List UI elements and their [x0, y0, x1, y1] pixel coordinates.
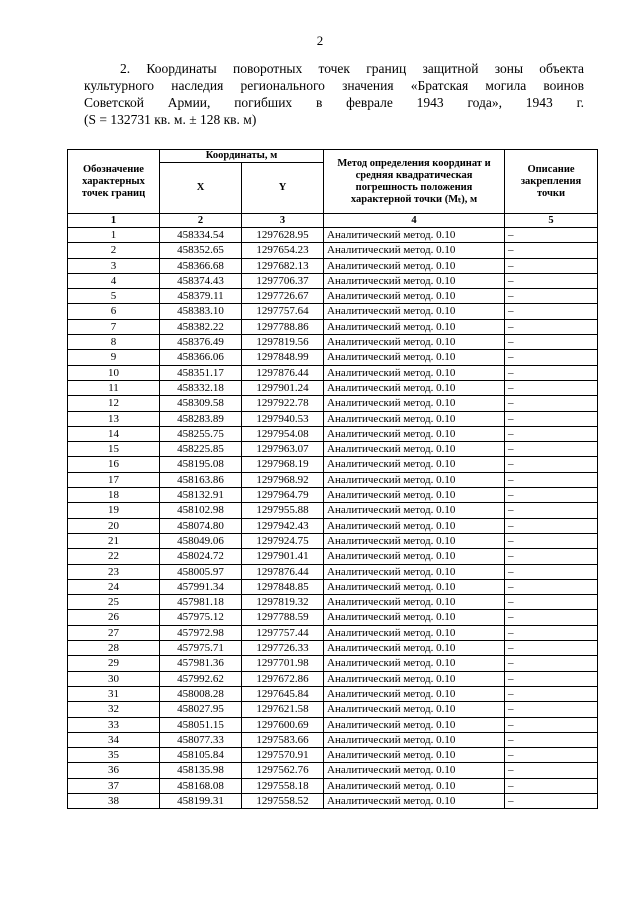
x-coordinate: 458027.95: [160, 702, 242, 717]
description-cell: –: [505, 488, 598, 503]
table-row: [68, 671, 598, 686]
table-row: [68, 319, 598, 334]
table-row: [68, 625, 598, 640]
method-cell: Аналитический метод. 0.10: [324, 243, 505, 258]
x-coordinate: 458163.86: [160, 472, 242, 487]
description-cell: –: [505, 319, 598, 334]
heading-line-2: культурного наследия регионального значения «Братская могила воинов: [84, 78, 584, 93]
description-cell: –: [505, 717, 598, 732]
description-cell: –: [505, 273, 598, 288]
table-row: [68, 365, 598, 380]
method-cell: Аналитический метод. 0.10: [324, 488, 505, 503]
method-cell: Аналитический метод. 0.10: [324, 641, 505, 656]
table-row: [68, 335, 598, 350]
y-coordinate: 1297600.69: [242, 717, 324, 732]
point-number: 30: [68, 671, 160, 686]
description-cell: –: [505, 304, 598, 319]
y-coordinate: 1297570.91: [242, 748, 324, 763]
y-coordinate: 1297757.64: [242, 304, 324, 319]
y-coordinate: 1297621.58: [242, 702, 324, 717]
description-cell: –: [505, 549, 598, 564]
method-cell: Аналитический метод. 0.10: [324, 396, 505, 411]
y-coordinate: 1297922.78: [242, 396, 324, 411]
method-cell: Аналитический метод. 0.10: [324, 549, 505, 564]
x-coordinate: 458374.43: [160, 273, 242, 288]
header-point: Обозначение характерных точек границ: [68, 150, 160, 214]
point-number: 27: [68, 625, 160, 640]
x-coordinate: 458255.75: [160, 426, 242, 441]
heading-line-3: Советской Армии, погибших в феврале 1943 года», 1943 г.: [84, 95, 584, 110]
description-cell: –: [505, 564, 598, 579]
method-cell: Аналитический метод. 0.10: [324, 686, 505, 701]
method-cell: Аналитический метод. 0.10: [324, 702, 505, 717]
description-cell: –: [505, 289, 598, 304]
method-cell: Аналитический метод. 0.10: [324, 625, 505, 640]
column-index: 2: [160, 214, 242, 228]
table-row: [68, 273, 598, 288]
method-cell: Аналитический метод. 0.10: [324, 365, 505, 380]
description-cell: –: [505, 243, 598, 258]
y-coordinate: 1297954.08: [242, 426, 324, 441]
y-coordinate: 1297654.23: [242, 243, 324, 258]
description-cell: –: [505, 778, 598, 793]
description-cell: –: [505, 365, 598, 380]
method-cell: Аналитический метод. 0.10: [324, 411, 505, 426]
y-coordinate: 1297583.66: [242, 732, 324, 747]
method-cell: Аналитический метод. 0.10: [324, 533, 505, 548]
y-coordinate: 1297901.41: [242, 549, 324, 564]
description-cell: –: [505, 380, 598, 395]
x-coordinate: 458105.84: [160, 748, 242, 763]
y-coordinate: 1297757.44: [242, 625, 324, 640]
method-cell: Аналитический метод. 0.10: [324, 778, 505, 793]
header-method: Метод определения координат и средняя квадратическая погрешность положения характерной точки (Mₜ), м: [324, 150, 505, 214]
header-y: Y: [242, 163, 324, 214]
point-number: 18: [68, 488, 160, 503]
y-coordinate: 1297701.98: [242, 656, 324, 671]
method-cell: Аналитический метод. 0.10: [324, 763, 505, 778]
x-coordinate: 457992.62: [160, 671, 242, 686]
point-number: 5: [68, 289, 160, 304]
description-cell: –: [505, 472, 598, 487]
method-cell: Аналитический метод. 0.10: [324, 289, 505, 304]
table-row: [68, 426, 598, 441]
table-row: [68, 732, 598, 747]
y-coordinate: 1297682.13: [242, 258, 324, 273]
description-cell: –: [505, 533, 598, 548]
y-coordinate: 1297940.53: [242, 411, 324, 426]
description-cell: –: [505, 503, 598, 518]
description-cell: –: [505, 702, 598, 717]
method-cell: Аналитический метод. 0.10: [324, 564, 505, 579]
x-coordinate: 458379.11: [160, 289, 242, 304]
method-cell: Аналитический метод. 0.10: [324, 656, 505, 671]
header-description: Описание закрепления точки: [505, 150, 598, 214]
y-coordinate: 1297726.67: [242, 289, 324, 304]
point-number: 12: [68, 396, 160, 411]
method-cell: Аналитический метод. 0.10: [324, 793, 505, 808]
description-cell: –: [505, 350, 598, 365]
point-number: 11: [68, 380, 160, 395]
point-number: 35: [68, 748, 160, 763]
x-coordinate: 457975.12: [160, 610, 242, 625]
description-cell: –: [505, 457, 598, 472]
x-coordinate: 457981.18: [160, 595, 242, 610]
point-number: 24: [68, 579, 160, 594]
coordinates-table: [67, 149, 598, 809]
x-coordinate: 458168.08: [160, 778, 242, 793]
method-cell: Аналитический метод. 0.10: [324, 319, 505, 334]
point-number: 1: [68, 228, 160, 243]
x-coordinate: 458283.89: [160, 411, 242, 426]
x-coordinate: 457972.98: [160, 625, 242, 640]
table-row: [68, 778, 598, 793]
table-row: [68, 518, 598, 533]
method-cell: Аналитический метод. 0.10: [324, 472, 505, 487]
method-cell: Аналитический метод. 0.10: [324, 228, 505, 243]
x-coordinate: 458376.49: [160, 335, 242, 350]
method-cell: Аналитический метод. 0.10: [324, 671, 505, 686]
point-number: 21: [68, 533, 160, 548]
x-coordinate: 457975.71: [160, 641, 242, 656]
x-coordinate: 458195.08: [160, 457, 242, 472]
table-row: [68, 472, 598, 487]
x-coordinate: 458135.98: [160, 763, 242, 778]
table-row: [68, 411, 598, 426]
method-cell: Аналитический метод. 0.10: [324, 610, 505, 625]
point-number: 36: [68, 763, 160, 778]
point-number: 13: [68, 411, 160, 426]
description-cell: –: [505, 579, 598, 594]
point-number: 10: [68, 365, 160, 380]
method-cell: Аналитический метод. 0.10: [324, 380, 505, 395]
heading-line-4: (S = 132731 кв. м. ± 128 кв. м): [84, 112, 257, 127]
y-coordinate: 1297726.33: [242, 641, 324, 656]
point-number: 31: [68, 686, 160, 701]
method-cell: Аналитический метод. 0.10: [324, 350, 505, 365]
method-cell: Аналитический метод. 0.10: [324, 457, 505, 472]
y-coordinate: 1297876.44: [242, 365, 324, 380]
table-row: [68, 579, 598, 594]
description-cell: –: [505, 228, 598, 243]
table-row: [68, 289, 598, 304]
table-row: [68, 380, 598, 395]
y-coordinate: 1297968.19: [242, 457, 324, 472]
method-cell: Аналитический метод. 0.10: [324, 595, 505, 610]
method-cell: Аналитический метод. 0.10: [324, 426, 505, 441]
y-coordinate: 1297788.86: [242, 319, 324, 334]
x-coordinate: 458352.65: [160, 243, 242, 258]
x-coordinate: 458077.33: [160, 732, 242, 747]
table-row: [68, 396, 598, 411]
point-number: 8: [68, 335, 160, 350]
y-coordinate: 1297901.24: [242, 380, 324, 395]
point-number: 9: [68, 350, 160, 365]
x-coordinate: 458309.58: [160, 396, 242, 411]
document-heading: [84, 60, 584, 128]
y-coordinate: 1297968.92: [242, 472, 324, 487]
x-coordinate: 458199.31: [160, 793, 242, 808]
header-coordinates: Координаты, м: [160, 150, 324, 163]
table-row: [68, 304, 598, 319]
point-number: 2: [68, 243, 160, 258]
point-number: 14: [68, 426, 160, 441]
method-cell: Аналитический метод. 0.10: [324, 748, 505, 763]
table-row: [68, 595, 598, 610]
point-number: 26: [68, 610, 160, 625]
description-cell: –: [505, 641, 598, 656]
table-row: [68, 258, 598, 273]
point-number: 22: [68, 549, 160, 564]
description-cell: –: [505, 396, 598, 411]
y-coordinate: 1297964.79: [242, 488, 324, 503]
table-row: [68, 228, 598, 243]
table-row: [68, 686, 598, 701]
table-row: [68, 641, 598, 656]
description-cell: –: [505, 625, 598, 640]
point-number: 20: [68, 518, 160, 533]
table-row: [68, 503, 598, 518]
table-row: [68, 442, 598, 457]
table-row: [68, 243, 598, 258]
point-number: 37: [68, 778, 160, 793]
x-coordinate: 458351.17: [160, 365, 242, 380]
y-coordinate: 1297819.32: [242, 595, 324, 610]
x-coordinate: 458024.72: [160, 549, 242, 564]
x-coordinate: 458074.80: [160, 518, 242, 533]
description-cell: –: [505, 411, 598, 426]
point-number: 32: [68, 702, 160, 717]
table-row: [68, 350, 598, 365]
x-coordinate: 458132.91: [160, 488, 242, 503]
y-coordinate: 1297963.07: [242, 442, 324, 457]
description-cell: –: [505, 732, 598, 747]
y-coordinate: 1297942.43: [242, 518, 324, 533]
x-coordinate: 458051.15: [160, 717, 242, 732]
table-row: [68, 748, 598, 763]
table-row: [68, 610, 598, 625]
y-coordinate: 1297562.76: [242, 763, 324, 778]
page-number: 2: [316, 33, 324, 48]
x-coordinate: 458366.68: [160, 258, 242, 273]
point-number: 16: [68, 457, 160, 472]
point-number: 29: [68, 656, 160, 671]
point-number: 38: [68, 793, 160, 808]
y-coordinate: 1297788.59: [242, 610, 324, 625]
y-coordinate: 1297876.44: [242, 564, 324, 579]
description-cell: –: [505, 656, 598, 671]
y-coordinate: 1297848.85: [242, 579, 324, 594]
description-cell: –: [505, 793, 598, 808]
y-coordinate: 1297955.88: [242, 503, 324, 518]
method-cell: Аналитический метод. 0.10: [324, 442, 505, 457]
method-cell: Аналитический метод. 0.10: [324, 579, 505, 594]
y-coordinate: 1297645.84: [242, 686, 324, 701]
column-index: 4: [324, 214, 505, 228]
table-row: [68, 457, 598, 472]
column-index: 5: [505, 214, 598, 228]
description-cell: –: [505, 748, 598, 763]
description-cell: –: [505, 426, 598, 441]
point-number: 7: [68, 319, 160, 334]
x-coordinate: 458383.10: [160, 304, 242, 319]
point-number: 34: [68, 732, 160, 747]
x-coordinate: 458366.06: [160, 350, 242, 365]
x-coordinate: 458225.85: [160, 442, 242, 457]
y-coordinate: 1297628.95: [242, 228, 324, 243]
point-number: 28: [68, 641, 160, 656]
x-coordinate: 458334.54: [160, 228, 242, 243]
y-coordinate: 1297672.86: [242, 671, 324, 686]
point-number: 33: [68, 717, 160, 732]
x-coordinate: 457981.36: [160, 656, 242, 671]
method-cell: Аналитический метод. 0.10: [324, 258, 505, 273]
x-coordinate: 457991.34: [160, 579, 242, 594]
description-cell: –: [505, 335, 598, 350]
point-number: 25: [68, 595, 160, 610]
x-coordinate: 458382.22: [160, 319, 242, 334]
x-coordinate: 458005.97: [160, 564, 242, 579]
description-cell: –: [505, 610, 598, 625]
description-cell: –: [505, 595, 598, 610]
method-cell: Аналитический метод. 0.10: [324, 732, 505, 747]
method-cell: Аналитический метод. 0.10: [324, 304, 505, 319]
point-number: 19: [68, 503, 160, 518]
y-coordinate: 1297819.56: [242, 335, 324, 350]
x-coordinate: 458332.18: [160, 380, 242, 395]
column-index: 1: [68, 214, 160, 228]
table-row: [68, 656, 598, 671]
table-row: [68, 564, 598, 579]
description-cell: –: [505, 518, 598, 533]
point-number: 3: [68, 258, 160, 273]
description-cell: –: [505, 763, 598, 778]
method-cell: Аналитический метод. 0.10: [324, 335, 505, 350]
description-cell: –: [505, 686, 598, 701]
y-coordinate: 1297706.37: [242, 273, 324, 288]
y-coordinate: 1297558.18: [242, 778, 324, 793]
y-coordinate: 1297558.52: [242, 793, 324, 808]
method-cell: Аналитический метод. 0.10: [324, 273, 505, 288]
description-cell: –: [505, 442, 598, 457]
method-cell: Аналитический метод. 0.10: [324, 503, 505, 518]
x-coordinate: 458102.98: [160, 503, 242, 518]
x-coordinate: 458049.06: [160, 533, 242, 548]
y-coordinate: 1297924.75: [242, 533, 324, 548]
method-cell: Аналитический метод. 0.10: [324, 518, 505, 533]
description-cell: –: [505, 258, 598, 273]
heading-line-1: 2. Координаты поворотных точек границ защитной зоны объекта: [120, 61, 584, 76]
table-row: [68, 793, 598, 808]
table-row: [68, 549, 598, 564]
table-row: [68, 717, 598, 732]
y-coordinate: 1297848.99: [242, 350, 324, 365]
x-coordinate: 458008.28: [160, 686, 242, 701]
point-number: 17: [68, 472, 160, 487]
table-row: [68, 488, 598, 503]
point-number: 15: [68, 442, 160, 457]
table-row: [68, 763, 598, 778]
point-number: 6: [68, 304, 160, 319]
description-cell: –: [505, 671, 598, 686]
method-cell: Аналитический метод. 0.10: [324, 717, 505, 732]
point-number: 23: [68, 564, 160, 579]
column-index: 3: [242, 214, 324, 228]
table-row: [68, 533, 598, 548]
point-number: 4: [68, 273, 160, 288]
header-x: X: [160, 163, 242, 214]
table-row: [68, 702, 598, 717]
